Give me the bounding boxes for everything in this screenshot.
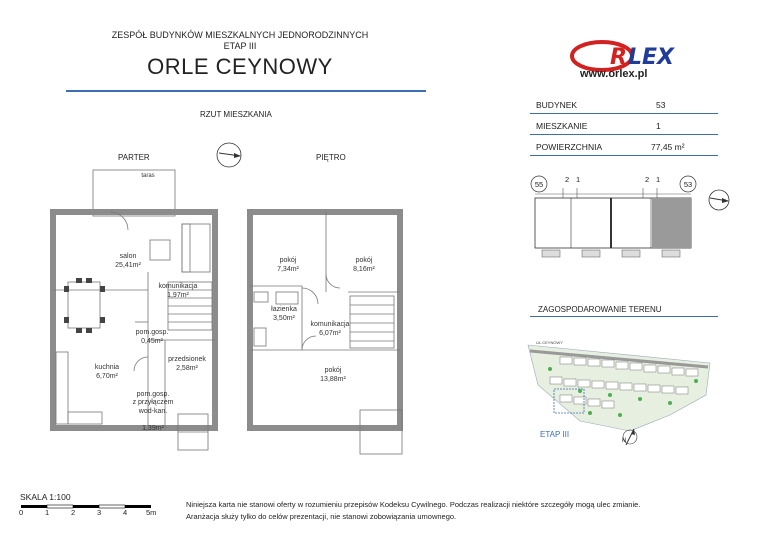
room-name: komunikacja bbox=[158, 283, 198, 290]
room-area: 2,58m² bbox=[176, 364, 198, 372]
room-area: 0,45m² bbox=[141, 337, 163, 345]
compass-icon-small bbox=[707, 188, 731, 212]
unit-label: 2 bbox=[645, 175, 650, 184]
site-north-label: N bbox=[622, 438, 627, 444]
disclaimer-line-1: Niniejsza karta nie stanowi oferty w rozumieniu przepisów Kodeksu Cywilnego. Podczas realizacji niektóre szczegóły mogą ulec zmianie. bbox=[186, 500, 641, 509]
room-area: 3,50m² bbox=[273, 314, 295, 322]
room-name: pokój bbox=[324, 367, 342, 374]
room-pokoj-1 bbox=[268, 257, 308, 274]
info-divider bbox=[530, 134, 718, 135]
scale-tick: 5m bbox=[146, 508, 157, 517]
room-area: 25,41m² bbox=[115, 261, 141, 269]
site-plan-title: ZAGOSPODAROWANIE TERENU bbox=[538, 305, 662, 314]
room-name: pom.gosp. bbox=[135, 329, 169, 336]
info-label: POWIERZCHNIA bbox=[536, 142, 603, 152]
site-street-label: UL.CEYNOWY bbox=[536, 340, 563, 345]
room-area: 8,16m² bbox=[353, 265, 375, 273]
room-pokoj-3 bbox=[298, 367, 368, 384]
page-title: ORLE CEYNOWY bbox=[147, 54, 333, 79]
room-pokoj-2 bbox=[344, 257, 384, 274]
svg-text:R: R bbox=[610, 45, 627, 70]
scale-label: SKALA 1:100 bbox=[20, 492, 71, 502]
scale-tick: 1 bbox=[45, 508, 50, 517]
scale-tick: 4 bbox=[123, 508, 128, 517]
building-key-diagram bbox=[525, 172, 705, 264]
room-komunikacja-ground bbox=[150, 283, 206, 300]
header-divider bbox=[66, 90, 426, 92]
room-pom-gosp-wod-kan bbox=[122, 382, 184, 442]
scale-tick: 0 bbox=[19, 508, 24, 517]
room-name: salon bbox=[119, 253, 137, 260]
scale-tick: 2 bbox=[71, 508, 76, 517]
room-name: przedsionek bbox=[168, 356, 206, 363]
stairs-icon bbox=[350, 296, 394, 348]
header-subtitle: ZESPÓŁ BUDYNKÓW MIESZKALNYCH JEDNORODZINNYCH bbox=[111, 30, 369, 40]
room-area: 6,70m² bbox=[96, 372, 118, 380]
upper-floor-label: PIĘTRO bbox=[316, 153, 346, 162]
info-value: 1 bbox=[656, 121, 661, 131]
plan-heading: RZUT MIESZKANIA bbox=[200, 110, 272, 119]
room-komunikacja-upper bbox=[304, 321, 356, 338]
room-przedsionek bbox=[162, 356, 212, 373]
room-pom-gosp bbox=[130, 329, 174, 346]
logo-url[interactable]: www.orlex.pl bbox=[580, 68, 648, 80]
disclaimer-line-2: Aranżacja służy tylko do celów prezentacji, nie stanowi zobowiązania umownego. bbox=[186, 512, 457, 521]
room-area: 7,34m² bbox=[277, 265, 299, 273]
room-area: 1,97m² bbox=[167, 291, 189, 299]
room-area: 13,88m² bbox=[320, 375, 346, 383]
room-area: 6,07m² bbox=[319, 329, 341, 337]
room-area: 1,39m² bbox=[142, 424, 164, 432]
svg-text:LEX: LEX bbox=[628, 45, 675, 70]
info-row-building bbox=[536, 100, 706, 110]
site-plan-divider bbox=[530, 316, 718, 317]
info-divider bbox=[530, 155, 718, 156]
site-stage-label: ETAP III bbox=[540, 430, 570, 439]
info-row-apartment bbox=[536, 121, 706, 131]
building-number-left: 55 bbox=[534, 180, 544, 189]
building-number-right: 53 bbox=[683, 180, 693, 189]
scale-tick: 3 bbox=[97, 508, 102, 517]
unit-label: 1 bbox=[656, 175, 661, 184]
room-name: pokój bbox=[279, 257, 297, 264]
room-name: komunikacja bbox=[310, 321, 350, 328]
unit-label: 2 bbox=[565, 175, 570, 184]
terrace-label: taras bbox=[141, 173, 155, 179]
room-salon bbox=[98, 253, 158, 270]
info-label: BUDYNEK bbox=[536, 100, 578, 110]
room-name: pokój bbox=[355, 257, 373, 264]
unit-label: 1 bbox=[576, 175, 581, 184]
room-kuchnia bbox=[82, 364, 132, 381]
info-row-area bbox=[536, 142, 706, 152]
ground-floor-label: PARTER bbox=[118, 153, 150, 162]
info-value: 77,45 m² bbox=[651, 142, 685, 152]
info-label: MIESZKANIE bbox=[536, 121, 588, 131]
header-stage: ETAP III bbox=[223, 41, 257, 51]
room-lazienka bbox=[264, 306, 304, 323]
room-name: łazienka bbox=[271, 306, 297, 313]
info-value: 53 bbox=[656, 100, 666, 110]
info-divider bbox=[530, 113, 718, 114]
room-name: pom.gosp. z przyłączem wod-kan. bbox=[132, 390, 174, 415]
room-name: kuchnia bbox=[94, 364, 120, 371]
